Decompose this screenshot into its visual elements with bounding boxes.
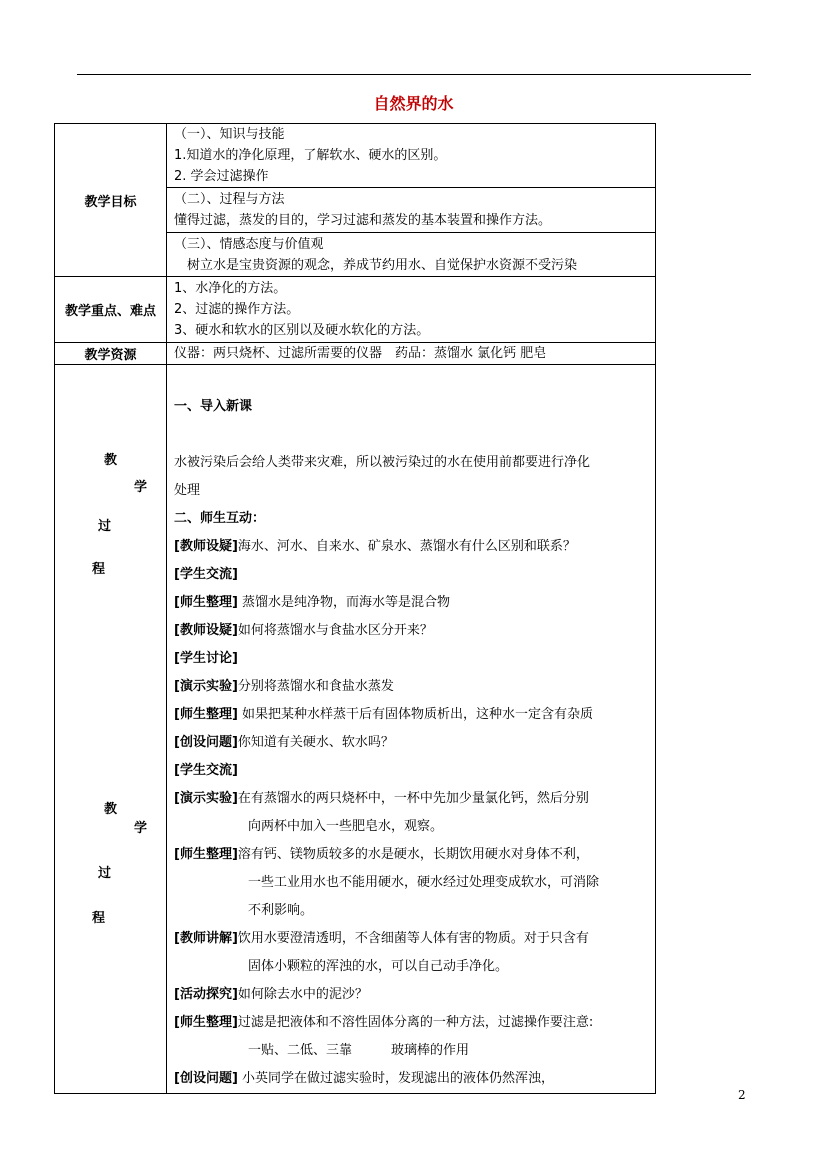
process-label-char: 教 <box>104 453 118 468</box>
process-line <box>174 477 655 505</box>
process-line-text: 如何除去水中的泥沙？ <box>237 987 368 1002</box>
document-title: 自然界的水 <box>373 94 454 113</box>
process-line <box>174 533 655 561</box>
process-line-text: 不利影响。 <box>248 903 314 918</box>
resources-text: 仪器：两只烧杯、过滤所需要的仪器 药品：蒸馏水 氯化钙 肥皂 <box>174 346 547 361</box>
objectives-group-2 <box>167 188 655 233</box>
process-line-text: 小英同学在做过滤实验时，发现滤出的液体仍然浑浊， <box>237 1071 555 1086</box>
page-number: 2 <box>738 1088 746 1102</box>
process-line-text: 固体小颗粒的浑浊的水，可以自己动手净化。 <box>248 959 509 974</box>
process-line-tag: [教师设疑] <box>174 539 238 554</box>
process-line-tag: [教师讲解] <box>174 931 238 946</box>
objective-line: 2. 学会过滤操作 <box>174 169 269 184</box>
process-line <box>174 701 655 729</box>
objective-line: 1.知道水的净化原理，了解软水、硬水的区别。 <box>174 148 447 163</box>
process-line-tag: [演示实验] <box>174 791 238 806</box>
process-line <box>174 561 655 589</box>
key-point-line: 1、水净化的方法。 <box>174 281 287 296</box>
objectives-label: 教学目标 <box>55 124 167 277</box>
resources-label: 教学资源 <box>55 343 167 365</box>
process-line-text: 你知道有关硬水、软水吗？ <box>237 735 394 750</box>
process-line <box>174 1037 655 1065</box>
process-label-char: 过 <box>98 519 112 534</box>
process-line-text: 处理 <box>174 483 201 498</box>
process-line-tag: [学生交流] <box>174 567 238 582</box>
key-point-line: 3、硬水和软水的区别以及硬水软化的方法。 <box>174 323 430 338</box>
process-line-tag: [学生讨论] <box>174 651 238 666</box>
process-line <box>174 589 655 617</box>
process-label-cell <box>55 365 167 1094</box>
process-heading-text: 一、导入新课 <box>174 399 253 414</box>
process-line <box>174 1065 655 1093</box>
process-line-text: 海水、河水、自来水、矿泉水、蒸馏水有什么区别和联系？ <box>237 539 576 554</box>
process-line-tag: [师生整理] <box>174 1015 238 1030</box>
objectives-group-3 <box>167 233 655 277</box>
objective-line: 树立水是宝贵资源的观念，养成节约用水、自觉保护水资源不受污染 <box>187 257 578 273</box>
process-line <box>174 449 655 477</box>
process-line-text: 如何将蒸馏水与食盐水区分开来？ <box>237 623 433 638</box>
process-line-tag: [师生整理] <box>174 847 238 862</box>
objective-line: （一）、知识与技能 <box>174 127 285 142</box>
process-line <box>174 421 655 449</box>
process-line-text: 过滤是把液体和不溶性固体分离的一种方法，过滤操作要注意: <box>237 1015 594 1030</box>
process-line-tag: [创设问题] <box>174 735 238 750</box>
key-points-label: 教学重点、难点 <box>55 277 167 343</box>
objective-line: （三）、情感态度与价值观 <box>174 236 324 252</box>
process-line <box>174 841 655 869</box>
process-lines <box>174 365 655 1093</box>
process-label-char: 程 <box>92 562 106 577</box>
process-line <box>174 729 655 757</box>
process-line <box>174 925 655 953</box>
process-line <box>174 953 655 981</box>
process-line-text: 一贴、二低、三靠 玻璃棒的作用 <box>248 1043 470 1058</box>
resources-cell <box>167 343 656 365</box>
process-line-text: 饮用水要澄清透明，不含细菌等人体有害的物质。对于只含有 <box>237 931 589 946</box>
lesson-plan-table <box>54 123 656 1094</box>
objectives-cell <box>167 124 656 277</box>
process-line <box>174 981 655 1009</box>
process-heading <box>174 505 655 533</box>
process-heading-text: 二、师生互动： <box>174 511 266 526</box>
process-line-tag: [学生交流] <box>174 763 238 778</box>
process-content-cell <box>167 365 656 1094</box>
process-line <box>174 869 655 897</box>
key-points-cell <box>167 277 656 343</box>
process-line <box>174 645 655 673</box>
process-heading <box>174 393 655 421</box>
process-label-char: 学 <box>134 480 148 495</box>
process-line-text: 如果把某种水样蒸干后有固体物质析出，这种水一定含有杂质 <box>237 707 594 722</box>
process-line-tag: [师生整理] <box>174 595 238 610</box>
process-line <box>174 813 655 841</box>
header-rule <box>77 74 751 75</box>
process-line <box>174 673 655 701</box>
process-line-text: 向两杯中加入一些肥皂水，观察。 <box>248 819 444 834</box>
process-line <box>174 1009 655 1037</box>
process-label-char: 过 <box>98 866 112 881</box>
process-line <box>174 897 655 925</box>
process-line <box>174 757 655 785</box>
process-label-char: 学 <box>134 821 148 836</box>
objective-line: （二）、过程与方法 <box>174 192 285 207</box>
process-line-text: 水被污染后会给人类带来灾难，所以被污染过的水在使用前都要进行净化 <box>174 455 591 470</box>
process-line-tag: [活动探究] <box>174 987 238 1002</box>
process-line-tag: [创设问题] <box>174 1071 238 1086</box>
process-line-tag: [教师设疑] <box>174 623 238 638</box>
process-line <box>174 785 655 813</box>
objectives-group-1 <box>167 124 655 188</box>
process-line-text: 在有蒸馏水的两只烧杯中，一杯中先加少量氯化钙，然后分别 <box>237 791 589 806</box>
process-line-text: 分别将蒸馏水和食盐水蒸发 <box>237 679 394 694</box>
process-line-text: 溶有钙、镁物质较多的水是硬水，长期饮用硬水对身体不利， <box>237 847 589 862</box>
process-label-char: 教 <box>104 802 118 817</box>
process-label-char: 程 <box>92 911 106 926</box>
process-line <box>174 365 655 393</box>
key-point-line: 2、过滤的操作方法。 <box>174 302 300 317</box>
process-line <box>174 617 655 645</box>
process-line-tag: [师生整理] <box>174 707 238 722</box>
process-line-text: 一些工业用水也不能用硬水，硬水经过处理变成软水，可消除 <box>248 875 600 890</box>
objective-line: 懂得过滤，蒸发的目的，学习过滤和蒸发的基本装置和操作方法。 <box>174 213 552 228</box>
process-line-text: 蒸馏水是纯净物，而海水等是混合物 <box>237 595 451 610</box>
process-line-tag: [演示实验] <box>174 679 238 694</box>
